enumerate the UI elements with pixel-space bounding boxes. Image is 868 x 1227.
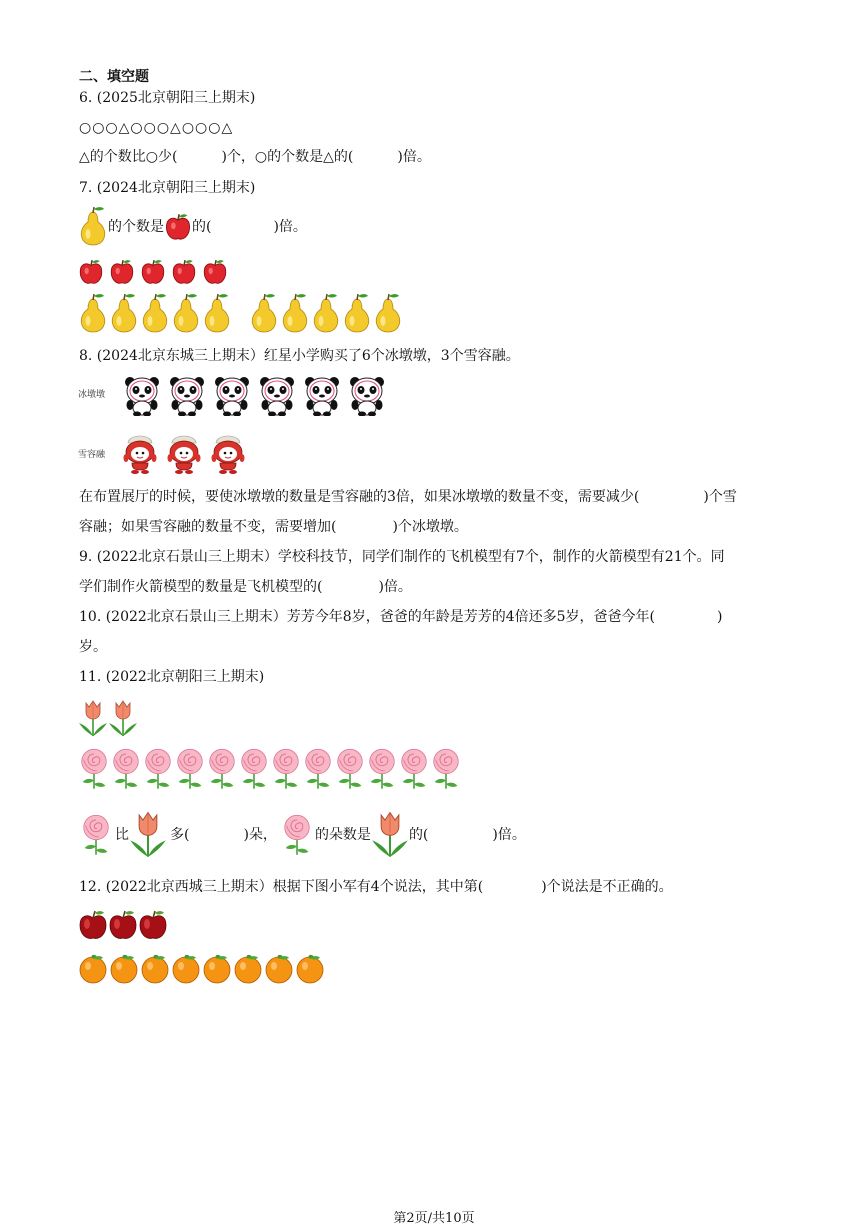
rose-icon [110, 747, 142, 791]
q10-line-2: 岁。 [79, 639, 107, 655]
rose-icon [142, 747, 174, 791]
orange-icon [264, 953, 294, 985]
q6-heading: 6. (2025北京朝阳三上期末) [79, 90, 256, 106]
q12-orange-row [78, 953, 326, 985]
pear-icon [171, 293, 201, 333]
red-apple-icon [108, 908, 138, 942]
label-bing-dwen-dwen: 冰墩墩 [78, 390, 106, 400]
q6-symbols: ○○○△○○○△○○○△ [79, 120, 234, 136]
rose-icon [270, 747, 302, 791]
pear-icon [249, 293, 279, 333]
tulip-icon [129, 810, 167, 858]
pear-icon [140, 293, 170, 333]
apple-icon [109, 258, 135, 286]
bing-dwen-dwen-icon [257, 374, 297, 416]
rose-icon [430, 747, 462, 791]
section-title: 二、填空题 [79, 69, 149, 85]
q9-line-1: 9. (2022北京石景山三上期末）学校科技节，同学们制作的飞机模型有7个，制作的火箭模型有21个。同 [79, 549, 725, 565]
label-shuey-rhon-rhon: 雪容融 [78, 450, 106, 460]
tulip-icon [371, 810, 409, 858]
apple-icon [140, 258, 166, 286]
shuey-rhon-rhon-icon [210, 434, 246, 474]
bing-dwen-dwen-icon [302, 374, 342, 416]
bing-dwen-dwen-icon [347, 374, 387, 416]
q8-bdd-row [78, 374, 392, 416]
panda-group [122, 374, 392, 416]
orange-icon [295, 953, 325, 985]
pear-icon [78, 293, 108, 333]
q7-apple-row [78, 258, 233, 286]
q6-question: △的个数比○少( )个，○的个数是△的( )倍。 [79, 149, 431, 165]
bing-dwen-dwen-icon [212, 374, 252, 416]
red-apple-icon [78, 908, 108, 942]
rose-icon [366, 747, 398, 791]
rose-icon [80, 812, 112, 858]
orange-icon [202, 953, 232, 985]
bing-dwen-dwen-icon [167, 374, 207, 416]
apple-icon [78, 258, 104, 286]
orange-icon [171, 953, 201, 985]
q7-question: 的个数是 的( )倍。 [78, 206, 307, 246]
q12-apple-row [78, 908, 168, 942]
pear-icon [342, 293, 372, 333]
red-apple-icon [138, 908, 168, 942]
rose-icon [302, 747, 334, 791]
apple-icon [171, 258, 197, 286]
rose-icon [206, 747, 238, 791]
bing-dwen-dwen-icon [122, 374, 162, 416]
page-number: 第2页/共10页 [393, 1211, 475, 1226]
rose-icon [238, 747, 270, 791]
orange-icon [78, 953, 108, 985]
q9-line-2: 学们制作火箭模型的数量是飞机模型的( )倍。 [79, 579, 412, 595]
q8-line-2: 容融；如果雪容融的数量不变，需要增加( )个冰墩墩。 [79, 519, 468, 535]
rose-icon [398, 747, 430, 791]
pear-icon [109, 293, 139, 333]
tulip-icon [78, 699, 108, 737]
q8-xrr-row [78, 434, 254, 474]
q7-heading: 7. (2024北京朝阳三上期末) [79, 180, 256, 196]
lantern-group [122, 434, 254, 474]
q10-line-1: 10. (2022北京石景山三上期末）芳芳今年8岁，爸爸的年龄是芳芳的4倍还多5岁，爸爸今年( ) [79, 609, 723, 625]
q11-tulip-row [78, 699, 138, 737]
orange-icon [140, 953, 170, 985]
tulip-icon [108, 699, 138, 737]
pear-icon [202, 293, 232, 333]
q11-question: 比 多( )朵， 的朵数是 的( )倍。 [80, 810, 526, 858]
apple-icon [202, 258, 228, 286]
rose-icon [174, 747, 206, 791]
orange-icon [109, 953, 139, 985]
rose-icon [281, 812, 313, 858]
shuey-rhon-rhon-icon [122, 434, 158, 474]
pear-icon [311, 293, 341, 333]
q12-line: 12. (2022北京西城三上期末）根据下图小军有4个说法，其中第( )个说法是不正确的。 [79, 879, 673, 895]
shuey-rhon-rhon-icon [166, 434, 202, 474]
rose-icon [334, 747, 366, 791]
q11-rose-row [78, 747, 462, 791]
pear-icon [373, 293, 403, 333]
orange-icon [233, 953, 263, 985]
q7-pear-row [78, 293, 404, 333]
rose-icon [78, 747, 110, 791]
q8-heading: 8. (2024北京东城三上期末）红星小学购买了6个冰墩墩，3个雪容融。 [79, 348, 520, 364]
apple-icon [164, 212, 192, 242]
q8-line-1: 在布置展厅的时候，要使冰墩墩的数量是雪容融的3倍，如果冰墩墩的数量不变，需要减少( )个雪 [79, 489, 737, 505]
pear-icon [280, 293, 310, 333]
pear-icon [78, 206, 108, 246]
q11-heading: 11. (2022北京朝阳三上期末) [79, 669, 265, 685]
